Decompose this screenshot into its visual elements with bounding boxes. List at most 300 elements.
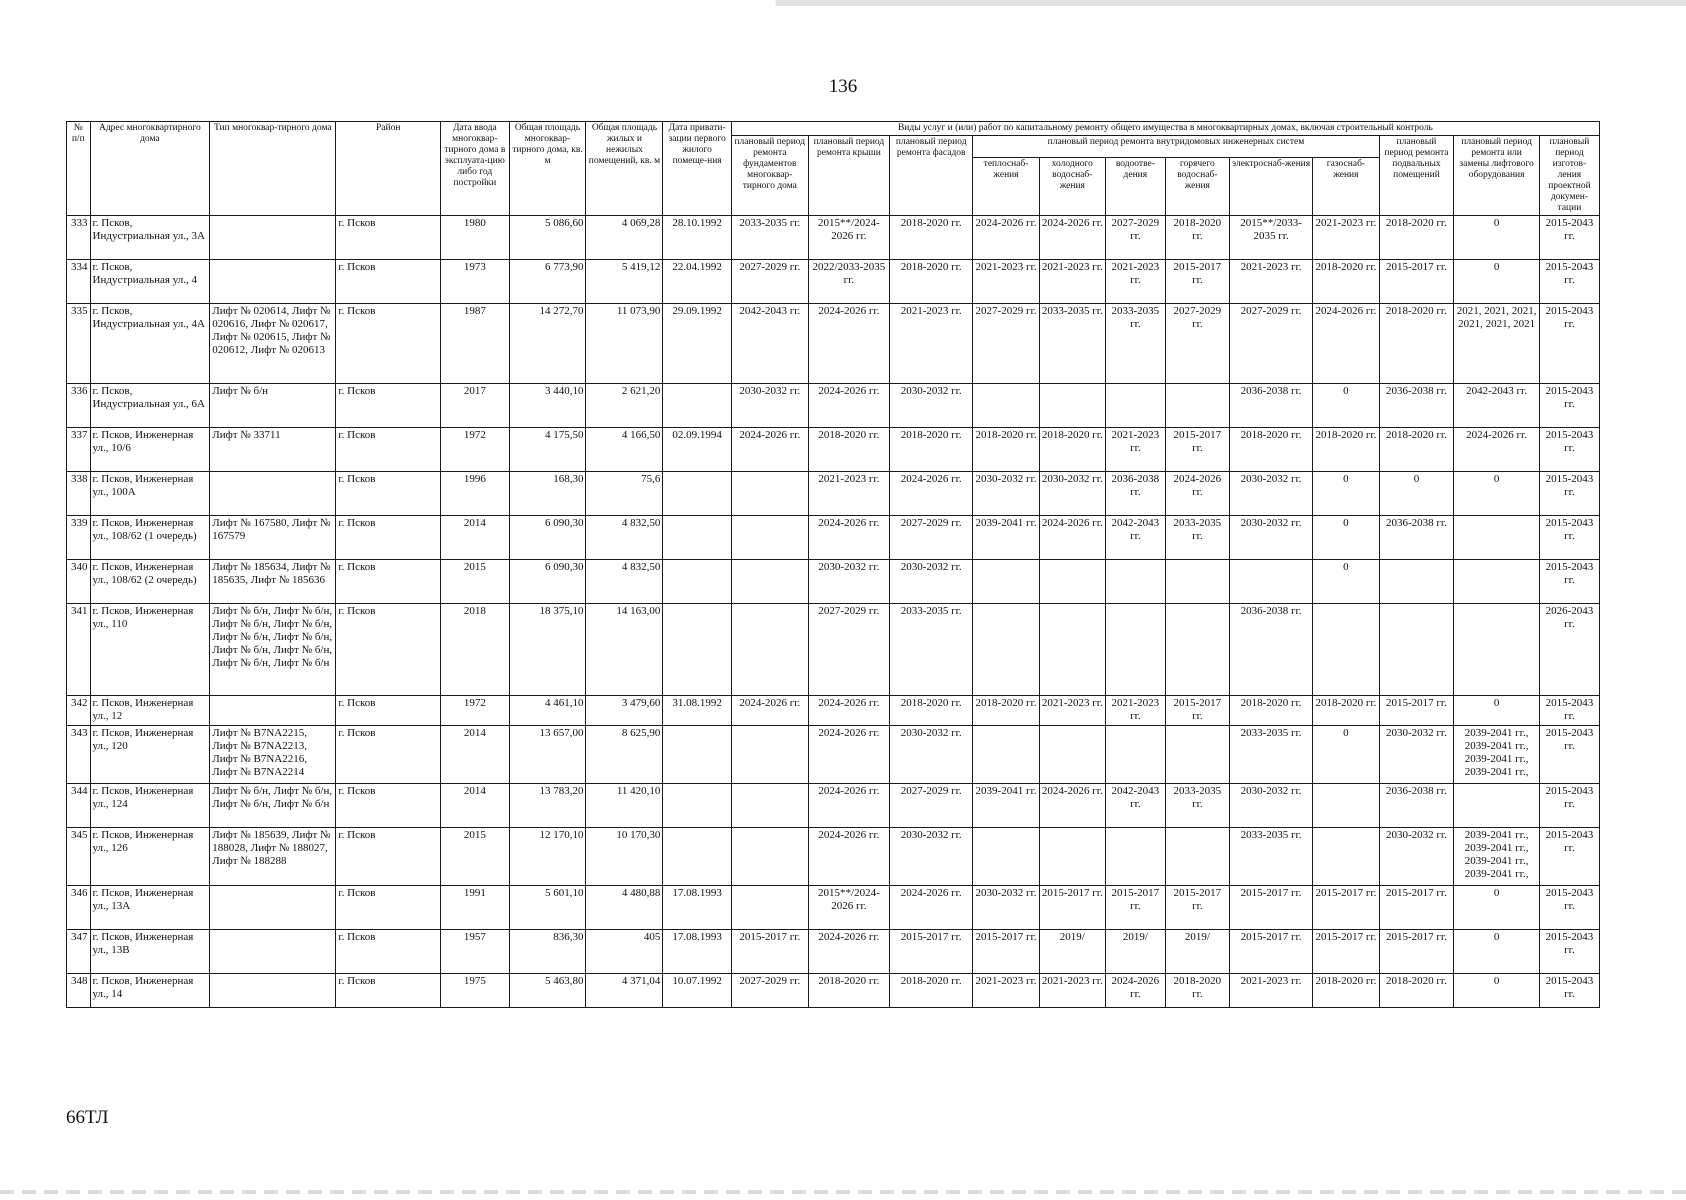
cell-foundation (731, 828, 808, 886)
cell-basement: 2018-2020 гг. (1379, 428, 1454, 472)
cell-privatization: 10.07.1992 (663, 974, 731, 1008)
cell-lift (1454, 560, 1540, 604)
cell-foundation: 2027-2029 гг. (731, 260, 808, 304)
cell-design: 2015-2043 гг. (1539, 516, 1599, 560)
cell-roof: 2024-2026 гг. (808, 696, 889, 726)
cell-no: 339 (67, 516, 91, 560)
cell-total-area: 12 170,10 (509, 828, 586, 886)
cell-address: г. Псков, Инженерная ул., 108/62 (1 очередь) (90, 516, 210, 560)
cell-total-area: 5 086,60 (509, 216, 586, 260)
cell-facade: 2018-2020 гг. (890, 428, 973, 472)
cell-hot-water (1165, 726, 1229, 784)
cell-gas: 0 (1313, 560, 1379, 604)
cell-facade: 2030-2032 гг. (890, 384, 973, 428)
cell-electricity: 2036-2038 гг. (1229, 384, 1312, 428)
cell-lift: 0 (1454, 696, 1540, 726)
cell-privatization (663, 784, 731, 828)
cell-no: 348 (67, 974, 91, 1008)
cell-facade: 2030-2032 гг. (890, 828, 973, 886)
cell-drainage (1105, 828, 1165, 886)
cell-lift: 2042-2043 гг. (1454, 384, 1540, 428)
cell-no: 344 (67, 784, 91, 828)
cell-gas: 0 (1313, 472, 1379, 516)
cell-no: 334 (67, 260, 91, 304)
cell-living-area: 14 163,00 (586, 604, 663, 696)
cell-gas: 0 (1313, 516, 1379, 560)
cell-foundation (731, 886, 808, 930)
cell-foundation: 2030-2032 гг. (731, 384, 808, 428)
cell-hot-water: 2024-2026 гг. (1165, 472, 1229, 516)
header-drainage: водоотве-дения (1105, 158, 1165, 216)
header-foundation: плановый период ремонта фундаментов многоквар-тирного дома (731, 136, 808, 216)
cell-drainage: 2033-2035 гг. (1105, 304, 1165, 384)
cell-basement: 2015-2017 гг. (1379, 930, 1454, 974)
cell-type (210, 260, 336, 304)
header-facade: плановый период ремонта фасадов (890, 136, 973, 216)
cell-address: г. Псков, Индустриальная ул., 6А (90, 384, 210, 428)
cell-cold-water: 2021-2023 гг. (1039, 260, 1105, 304)
cell-year: 2014 (441, 784, 509, 828)
cell-design: 2015-2043 гг. (1539, 216, 1599, 260)
cell-district: г. Псков (336, 604, 441, 696)
cell-heat (973, 560, 1039, 604)
cell-district: г. Псков (336, 560, 441, 604)
header-basement: плановый период ремонта подвальных помещений (1379, 136, 1454, 216)
cell-gas: 2018-2020 гг. (1313, 696, 1379, 726)
cell-foundation (731, 560, 808, 604)
cell-lift: 0 (1454, 930, 1540, 974)
cell-drainage: 2042-2043 гг. (1105, 516, 1165, 560)
cell-hot-water (1165, 604, 1229, 696)
cell-foundation: 2033-2035 гг. (731, 216, 808, 260)
cell-address: г. Псков, Индустриальная ул., 3А (90, 216, 210, 260)
header-address: Адрес многоквартирного дома (90, 122, 210, 216)
cell-design: 2015-2043 гг. (1539, 260, 1599, 304)
cell-design: 2015-2043 гг. (1539, 560, 1599, 604)
cell-basement: 2015-2017 гг. (1379, 260, 1454, 304)
cell-facade: 2033-2035 гг. (890, 604, 973, 696)
cell-privatization (663, 604, 731, 696)
cell-address: г. Псков, Инженерная ул., 100А (90, 472, 210, 516)
cell-gas: 2021-2023 гг. (1313, 216, 1379, 260)
cell-gas (1313, 828, 1379, 886)
cell-roof: 2015**/2024-2026 гг. (808, 886, 889, 930)
table-row (67, 428, 1600, 472)
cell-design: 2015-2043 гг. (1539, 304, 1599, 384)
cell-type: Лифт № B7NA2215, Лифт № B7NA2213, Лифт № B7NA2216, Лифт № B7NA2214 (210, 726, 336, 784)
cell-living-area: 4 371,04 (586, 974, 663, 1008)
cell-type: Лифт № 167580, Лифт № 167579 (210, 516, 336, 560)
table-body (67, 216, 1600, 1008)
cell-year: 1987 (441, 304, 509, 384)
cell-privatization: 31.08.1992 (663, 696, 731, 726)
cell-privatization: 28.10.1992 (663, 216, 731, 260)
cell-foundation: 2024-2026 гг. (731, 428, 808, 472)
cell-electricity: 2036-2038 гг. (1229, 604, 1312, 696)
cell-year: 2014 (441, 516, 509, 560)
cell-cold-water: 2033-2035 гг. (1039, 304, 1105, 384)
cell-total-area: 5 463,80 (509, 974, 586, 1008)
cell-foundation: 2015-2017 гг. (731, 930, 808, 974)
header-row-1 (67, 122, 1600, 136)
cell-electricity: 2021-2023 гг. (1229, 260, 1312, 304)
cell-heat (973, 384, 1039, 428)
cell-roof: 2024-2026 гг. (808, 784, 889, 828)
cell-electricity: 2030-2032 гг. (1229, 472, 1312, 516)
cell-cold-water (1039, 604, 1105, 696)
cell-lift (1454, 516, 1540, 560)
cell-address: г. Псков, Инженерная ул., 12 (90, 696, 210, 726)
cell-gas: 2018-2020 гг. (1313, 974, 1379, 1008)
cell-electricity: 2018-2020 гг. (1229, 428, 1312, 472)
cell-foundation (731, 726, 808, 784)
cell-facade: 2018-2020 гг. (890, 974, 973, 1008)
cell-year: 2017 (441, 384, 509, 428)
cell-hot-water (1165, 560, 1229, 604)
cell-basement: 2036-2038 гг. (1379, 384, 1454, 428)
cell-design: 2015-2043 гг. (1539, 828, 1599, 886)
cell-address: г. Псков, Инженерная ул., 110 (90, 604, 210, 696)
cell-roof: 2024-2026 гг. (808, 828, 889, 886)
table-row (67, 974, 1600, 1008)
cell-address: г. Псков, Инженерная ул., 14 (90, 974, 210, 1008)
cell-living-area: 10 170,30 (586, 828, 663, 886)
cell-type: Лифт № 185639, Лифт № 188028, Лифт № 188027, Лифт № 188288 (210, 828, 336, 886)
cell-cold-water (1039, 384, 1105, 428)
cell-basement (1379, 560, 1454, 604)
cell-design: 2015-2043 гг. (1539, 384, 1599, 428)
cell-facade: 2021-2023 гг. (890, 304, 973, 384)
cell-gas: 0 (1313, 384, 1379, 428)
table-row (67, 696, 1600, 726)
cell-total-area: 5 601,10 (509, 886, 586, 930)
header-subgroup-title: плановый период ремонта внутридомовых инженерных систем (973, 136, 1379, 158)
cell-electricity (1229, 560, 1312, 604)
cell-roof: 2018-2020 гг. (808, 428, 889, 472)
cell-basement: 2018-2020 гг. (1379, 304, 1454, 384)
header-design: плановый период изготов-ления проектной докумен-тации (1539, 136, 1599, 216)
header-roof: плановый период ремонта крыши (808, 136, 889, 216)
cell-district: г. Псков (336, 216, 441, 260)
repair-schedule-table (66, 121, 1600, 1008)
cell-privatization: 17.08.1993 (663, 886, 731, 930)
cell-type: Лифт № б/н, Лифт № б/н, Лифт № б/н, Лифт № б/н (210, 784, 336, 828)
cell-lift (1454, 604, 1540, 696)
cell-no: 338 (67, 472, 91, 516)
cell-roof: 2024-2026 гг. (808, 930, 889, 974)
table-row (67, 384, 1600, 428)
header-type: Тип многоквар-тирного дома (210, 122, 336, 216)
cell-privatization (663, 828, 731, 886)
cell-year: 2018 (441, 604, 509, 696)
cell-no: 341 (67, 604, 91, 696)
cell-living-area: 2 621,20 (586, 384, 663, 428)
header-hot-water: горячего водоснаб-жения (1165, 158, 1229, 216)
cell-living-area: 4 069,28 (586, 216, 663, 260)
table-row (67, 828, 1600, 886)
cell-cold-water: 2015-2017 гг. (1039, 886, 1105, 930)
header-lift: плановый период ремонта или замены лифтового оборудования (1454, 136, 1540, 216)
cell-no: 345 (67, 828, 91, 886)
cell-hot-water: 2018-2020 гг. (1165, 216, 1229, 260)
cell-lift (1454, 784, 1540, 828)
cell-privatization (663, 472, 731, 516)
cell-basement: 2015-2017 гг. (1379, 886, 1454, 930)
cell-heat: 2030-2032 гг. (973, 886, 1039, 930)
cell-privatization (663, 516, 731, 560)
cell-type (210, 472, 336, 516)
cell-district: г. Псков (336, 930, 441, 974)
cell-facade: 2015-2017 гг. (890, 930, 973, 974)
cell-roof: 2018-2020 гг. (808, 974, 889, 1008)
header-gas: газоснаб-жения (1313, 158, 1379, 216)
cell-total-area: 13 657,00 (509, 726, 586, 784)
cell-hot-water: 2033-2035 гг. (1165, 784, 1229, 828)
cell-foundation (731, 472, 808, 516)
cell-hot-water: 2015-2017 гг. (1165, 428, 1229, 472)
cell-basement: 2036-2038 гг. (1379, 784, 1454, 828)
table-row (67, 784, 1600, 828)
header-heat: теплоснаб-жения (973, 158, 1039, 216)
cell-living-area: 4 166,50 (586, 428, 663, 472)
cell-privatization (663, 560, 731, 604)
cell-basement: 2030-2032 гг. (1379, 828, 1454, 886)
cell-facade: 2024-2026 гг. (890, 472, 973, 516)
cell-type (210, 696, 336, 726)
cell-heat (973, 604, 1039, 696)
cell-type (210, 886, 336, 930)
cell-no: 337 (67, 428, 91, 472)
cell-privatization (663, 384, 731, 428)
cell-hot-water: 2015-2017 гг. (1165, 886, 1229, 930)
cell-facade: 2018-2020 гг. (890, 696, 973, 726)
cell-design: 2015-2043 гг. (1539, 696, 1599, 726)
cell-roof: 2015**/2024-2026 гг. (808, 216, 889, 260)
cell-lift: 0 (1454, 974, 1540, 1008)
cell-year: 1957 (441, 930, 509, 974)
cell-heat: 2039-2041 гг. (973, 784, 1039, 828)
cell-no: 336 (67, 384, 91, 428)
cell-year: 2014 (441, 726, 509, 784)
cell-roof: 2024-2026 гг. (808, 384, 889, 428)
cell-lift: 2039-2041 гг., 2039-2041 гг., 2039-2041 гг., 2039-2041 гг., (1454, 828, 1540, 886)
cell-heat: 2024-2026 гг. (973, 216, 1039, 260)
cell-year: 1972 (441, 428, 509, 472)
cell-address: г. Псков, Инженерная ул., 108/62 (2 очередь) (90, 560, 210, 604)
cell-district: г. Псков (336, 828, 441, 886)
cell-total-area: 13 783,20 (509, 784, 586, 828)
cell-drainage: 2021-2023 гг. (1105, 260, 1165, 304)
cell-basement: 2018-2020 гг. (1379, 216, 1454, 260)
cell-facade: 2030-2032 гг. (890, 726, 973, 784)
cell-heat (973, 726, 1039, 784)
cell-total-area: 4 461,10 (509, 696, 586, 726)
cell-drainage: 2042-2043 гг. (1105, 784, 1165, 828)
cell-electricity: 2015-2017 гг. (1229, 886, 1312, 930)
page-number: 136 (828, 76, 858, 97)
header-group-title: Виды услуг и (или) работ по капитальному ремонту общего имущества в многоквартирных домах, включая строительный контроль (731, 122, 1599, 136)
cell-type (210, 216, 336, 260)
cell-cold-water (1039, 560, 1105, 604)
cell-roof: 2022/2033-2035 гг. (808, 260, 889, 304)
cell-facade: 2024-2026 гг. (890, 886, 973, 930)
cell-drainage: 2015-2017 гг. (1105, 886, 1165, 930)
cell-cold-water: 2024-2026 гг. (1039, 784, 1105, 828)
cell-year: 1973 (441, 260, 509, 304)
cell-lift: 2021, 2021, 2021, 2021, 2021, 2021 (1454, 304, 1540, 384)
cell-hot-water: 2033-2035 гг. (1165, 516, 1229, 560)
cell-design: 2015-2043 гг. (1539, 784, 1599, 828)
cell-heat: 2018-2020 гг. (973, 428, 1039, 472)
header-district: Район (336, 122, 441, 216)
cell-heat: 2027-2029 гг. (973, 304, 1039, 384)
cell-district: г. Псков (336, 784, 441, 828)
cell-basement: 2036-2038 гг. (1379, 516, 1454, 560)
header-commission: Дата ввода многоквар-тирного дома в эксплуата-цию либо год постройки (441, 122, 509, 216)
cell-no: 335 (67, 304, 91, 384)
cell-facade: 2027-2029 гг. (890, 516, 973, 560)
cell-heat: 2021-2023 гг. (973, 974, 1039, 1008)
cell-electricity: 2030-2032 гг. (1229, 784, 1312, 828)
cell-electricity: 2021-2023 гг. (1229, 974, 1312, 1008)
cell-type: Лифт № б/н, Лифт № б/н, Лифт № б/н, Лифт № б/н, Лифт № б/н, Лифт № б/н, Лифт № б/н, Лифт № б/н, Лифт № б/н, Лифт № б/н (210, 604, 336, 696)
cell-living-area: 75,6 (586, 472, 663, 516)
cell-drainage (1105, 560, 1165, 604)
cell-total-area: 168,30 (509, 472, 586, 516)
cell-design: 2015-2043 гг. (1539, 886, 1599, 930)
header-cold-water: холодного водоснаб-жения (1039, 158, 1105, 216)
footer-code: 66ТЛ (66, 1107, 109, 1128)
cell-gas: 2015-2017 гг. (1313, 886, 1379, 930)
cell-total-area: 3 440,10 (509, 384, 586, 428)
cell-address: г. Псков, Инженерная ул., 10/6 (90, 428, 210, 472)
cell-drainage: 2019/ (1105, 930, 1165, 974)
cell-facade: 2018-2020 гг. (890, 216, 973, 260)
cell-hot-water: 2019/ (1165, 930, 1229, 974)
cell-district: г. Псков (336, 516, 441, 560)
cell-address: г. Псков, Инженерная ул., 126 (90, 828, 210, 886)
cell-total-area: 4 175,50 (509, 428, 586, 472)
cell-heat: 2015-2017 гг. (973, 930, 1039, 974)
cell-privatization (663, 726, 731, 784)
cell-hot-water: 2027-2029 гг. (1165, 304, 1229, 384)
cell-total-area: 6 090,30 (509, 560, 586, 604)
cell-gas: 2018-2020 гг. (1313, 260, 1379, 304)
cell-type: Лифт № 020614, Лифт № 020616, Лифт № 020617, Лифт № 020615, Лифт № 020612, Лифт № 020613 (210, 304, 336, 384)
table-row (67, 726, 1600, 784)
cell-living-area: 4 832,50 (586, 516, 663, 560)
cell-drainage: 2024-2026 гг. (1105, 974, 1165, 1008)
cell-total-area: 6 090,30 (509, 516, 586, 560)
table-row (67, 304, 1600, 384)
cell-type: Лифт № 185634, Лифт № 185635, Лифт № 185636 (210, 560, 336, 604)
table-row (67, 472, 1600, 516)
cell-basement (1379, 604, 1454, 696)
cell-roof: 2024-2026 гг. (808, 304, 889, 384)
cell-hot-water: 2018-2020 гг. (1165, 974, 1229, 1008)
cell-electricity: 2033-2035 гг. (1229, 726, 1312, 784)
cell-drainage (1105, 726, 1165, 784)
cell-foundation (731, 604, 808, 696)
cell-district: г. Псков (336, 472, 441, 516)
cell-drainage: 2027-2029 гг. (1105, 216, 1165, 260)
cell-lift: 0 (1454, 260, 1540, 304)
cell-living-area: 5 419,12 (586, 260, 663, 304)
scan-edge-bottom (0, 1190, 1686, 1194)
cell-cold-water: 2024-2026 гг. (1039, 216, 1105, 260)
cell-type (210, 974, 336, 1008)
cell-basement: 2030-2032 гг. (1379, 726, 1454, 784)
cell-lift: 2024-2026 гг. (1454, 428, 1540, 472)
cell-electricity: 2018-2020 гг. (1229, 696, 1312, 726)
cell-living-area: 4 480,88 (586, 886, 663, 930)
cell-lift: 0 (1454, 216, 1540, 260)
cell-year: 1975 (441, 974, 509, 1008)
cell-type (210, 930, 336, 974)
cell-privatization: 22.04.1992 (663, 260, 731, 304)
scan-edge-top (0, 0, 1686, 6)
table-row (67, 560, 1600, 604)
cell-privatization: 29.09.1992 (663, 304, 731, 384)
cell-district: г. Псков (336, 974, 441, 1008)
table-row (67, 516, 1600, 560)
cell-cold-water: 2019/ (1039, 930, 1105, 974)
cell-total-area: 18 375,10 (509, 604, 586, 696)
cell-total-area: 836,30 (509, 930, 586, 974)
cell-foundation: 2042-2043 гг. (731, 304, 808, 384)
cell-electricity: 2015-2017 гг. (1229, 930, 1312, 974)
cell-year: 2015 (441, 560, 509, 604)
cell-district: г. Псков (336, 260, 441, 304)
cell-year: 1972 (441, 696, 509, 726)
cell-cold-water: 2021-2023 гг. (1039, 974, 1105, 1008)
cell-drainage: 2021-2023 гг. (1105, 428, 1165, 472)
cell-year: 1980 (441, 216, 509, 260)
cell-drainage (1105, 384, 1165, 428)
table-row (67, 260, 1600, 304)
cell-district: г. Псков (336, 384, 441, 428)
cell-design: 2015-2043 гг. (1539, 472, 1599, 516)
cell-type: Лифт № б/н (210, 384, 336, 428)
cell-cold-water: 2021-2023 гг. (1039, 696, 1105, 726)
cell-lift: 0 (1454, 472, 1540, 516)
cell-gas: 2018-2020 гг. (1313, 428, 1379, 472)
cell-lift: 0 (1454, 886, 1540, 930)
cell-address: г. Псков, Инженерная ул., 13В (90, 930, 210, 974)
cell-district: г. Псков (336, 428, 441, 472)
cell-heat: 2018-2020 гг. (973, 696, 1039, 726)
cell-gas: 2015-2017 гг. (1313, 930, 1379, 974)
table-row (67, 930, 1600, 974)
table-row (67, 604, 1600, 696)
cell-cold-water: 2024-2026 гг. (1039, 516, 1105, 560)
cell-roof: 2027-2029 гг. (808, 604, 889, 696)
cell-heat: 2030-2032 гг. (973, 472, 1039, 516)
cell-electricity: 2015**/2033-2035 гг. (1229, 216, 1312, 260)
cell-electricity: 2033-2035 гг. (1229, 828, 1312, 886)
cell-design: 2015-2043 гг. (1539, 974, 1599, 1008)
cell-roof: 2030-2032 гг. (808, 560, 889, 604)
cell-foundation (731, 784, 808, 828)
cell-year: 1996 (441, 472, 509, 516)
cell-drainage: 2021-2023 гг. (1105, 696, 1165, 726)
cell-cold-water (1039, 828, 1105, 886)
header-total-area: Общая площадь многоквар-тирного дома, кв. м (509, 122, 586, 216)
cell-basement: 2015-2017 гг. (1379, 696, 1454, 726)
header-electricity: электроснаб-жения (1229, 158, 1312, 216)
cell-design: 2015-2043 гг. (1539, 726, 1599, 784)
cell-hot-water: 2015-2017 гг. (1165, 260, 1229, 304)
